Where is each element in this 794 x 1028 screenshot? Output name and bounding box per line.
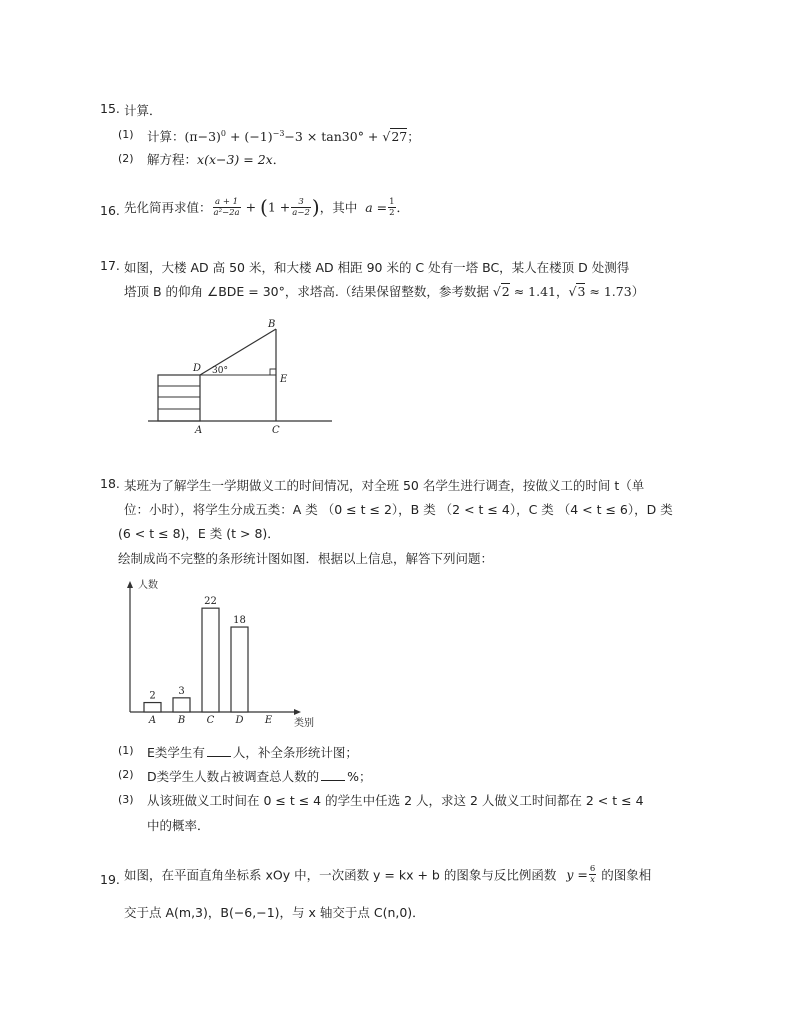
q16-paren-close: ) [311, 195, 320, 219]
q15-number: 15. [100, 101, 120, 116]
q18-part2-a: D类学生人数占被调查总人数的 [147, 769, 320, 784]
q18-part2-b: %； [347, 769, 372, 784]
q16-f3-num: 1 [389, 196, 395, 207]
q15-part2-label: (2) [118, 152, 134, 165]
q17-line2-a: 塔顶 B 的仰角 ∠BDE = 30°，求塔高.（结果保留整数，参考数据 [124, 284, 493, 299]
data-label-b: 3 [178, 685, 185, 697]
answer-blank[interactable] [321, 780, 345, 781]
q15-part2 [147, 150, 285, 168]
q17-line1: 如图，大楼 AD 高 50 米，和大楼 AD 相距 90 米的 C 处有一塔 BC，某人在楼顶 D 处测得 [124, 260, 630, 275]
q18-part3-line1: 从该班做义工时间在 0 ≤ t ≤ 4 的学生中任选 2 人，求这 2 人做义工时间都在 2 < t ≤ 4 [147, 793, 644, 808]
q16-f1-den: a²−2a [213, 207, 240, 218]
q19-line1 [124, 864, 651, 885]
data-label-a: 2 [149, 690, 156, 702]
tick-label-e: E [264, 715, 273, 726]
q17-root2: 2 [501, 284, 510, 299]
q17-root3: 3 [577, 284, 586, 299]
q18-line1: 某班为了解学生一学期做义工的时间情况，对全班 50 名学生进行调查，按做义工的时间 t（单 [124, 478, 645, 493]
q18-part2 [147, 767, 372, 785]
q18-line3: (6 < t ≤ 8)，E 类 (t > 8)． [118, 526, 280, 541]
q19-line1-a: 如图，在平面直角坐标系 xOy 中，一次函数 y = kx + b 的图象与反比例函数 [124, 867, 557, 883]
y-axis-label: 人数 [138, 580, 158, 591]
q16-fraction-1 [213, 197, 241, 218]
data-label-c: 22 [204, 596, 217, 608]
bar-b [173, 698, 190, 712]
q15-part1-end: ； [407, 129, 420, 144]
bar-chart [118, 576, 328, 730]
label-angle: 30° [212, 366, 228, 376]
q15-part1-expr-c: −3 × tan30° + [284, 129, 383, 144]
q15-part1-expr-a: (π−3) [184, 129, 221, 144]
answer-blank[interactable] [207, 756, 231, 757]
q18-line2: 位：小时），将学生分成五类：A 类 （0 ≤ t ≤ 2），B 类 （2 < t ≤ 4），C 类 （4 < t ≤ 6），D 类 [124, 502, 673, 517]
q19-line2: 交于点 A(m,3)，B(−6,−1)，与 x 轴交于点 C(n,0)． [124, 905, 425, 920]
q15-part2-end: ． [272, 152, 286, 167]
x-axis-label: 类别 [294, 718, 314, 729]
q18-part2-label: (2) [118, 768, 134, 781]
bar-d [231, 627, 248, 712]
q16-mid: ，其中 [319, 200, 358, 215]
q15-part1-root: 27 [391, 129, 408, 144]
q19-fraction [589, 864, 596, 885]
q19-y-eq: y = [566, 867, 588, 882]
q19-number: 19. [100, 872, 120, 887]
q17-figure [140, 315, 340, 437]
label-b: B [268, 319, 276, 330]
q15-part1-exp0: 0 [220, 128, 227, 138]
q17-approx1: ≈ 1.41， [509, 284, 569, 299]
q16-f2-den: a−2 [292, 207, 310, 218]
q16-a-eq: a = [365, 199, 388, 215]
label-c: C [272, 425, 280, 436]
q16-prefix: 先化简再求值： [124, 200, 212, 215]
tick-label-d: D [235, 715, 244, 726]
tick-label-a: A [148, 715, 157, 726]
q19-f-den: x [590, 875, 595, 885]
bar-a [144, 703, 161, 712]
q16-plus: + [245, 199, 257, 215]
label-a: A [195, 425, 203, 436]
tick-label-b: B [177, 715, 186, 726]
q19-line1-b: 的图象相 [601, 867, 652, 883]
data-label-d: 18 [233, 615, 246, 627]
q15-part2-prefix: 解方程： [147, 152, 198, 167]
label-e: E [280, 374, 288, 385]
q17-number: 17. [100, 258, 120, 273]
sqrt-sign: √ [568, 284, 577, 299]
q16-fraction-2 [291, 197, 311, 218]
q16-fraction-3 [388, 197, 395, 218]
q16-paren-open: ( [260, 195, 268, 219]
x-axis-arrow [294, 709, 301, 715]
q16-end: ． [396, 200, 410, 215]
q18-part1-label: (1) [118, 744, 134, 757]
q17-line2 [124, 282, 644, 300]
sqrt-sign: √ [382, 129, 391, 144]
q15-part1-prefix: 计算： [147, 129, 185, 144]
q18-part3-line2: 中的概率． [147, 818, 210, 833]
q16-body [124, 195, 409, 219]
right-angle-mark [270, 369, 276, 375]
q17-approx2: ≈ 1.73） [585, 284, 645, 299]
q15-title: 计算． [124, 103, 162, 118]
q18-part1 [147, 743, 358, 761]
sqrt-sign: √ [492, 284, 501, 299]
q16-f2-num: 3 [291, 197, 311, 208]
q15-part1 [147, 127, 420, 145]
q15-part1-expr-b: + (−1) [226, 129, 273, 144]
tick-label-c: C [206, 715, 215, 726]
q18-part1-a: E类学生有 [147, 745, 205, 760]
q18-part3-label: (3) [118, 793, 134, 806]
bar-c [202, 608, 219, 712]
q15-part1-label: (1) [118, 128, 134, 141]
building [158, 375, 200, 421]
label-d: D [193, 363, 202, 374]
q18-number: 18. [100, 476, 120, 491]
q19-f-num: 6 [589, 864, 596, 874]
q15-part2-expr: x(x−3) = 2x [197, 152, 273, 167]
q15-part1-exp3: −3 [272, 128, 285, 138]
q16-number: 16. [100, 203, 120, 218]
q16-f1-num: a + 1 [213, 197, 241, 208]
q16-f3-den: 2 [389, 207, 395, 218]
q18-line4: 绘制成尚不完整的条形统计图如图．根据以上信息，解答下列问题： [118, 551, 494, 566]
y-axis-arrow [127, 581, 133, 588]
q16-one-plus: 1 + [267, 199, 291, 215]
q18-part1-b: 人，补全条形统计图； [232, 745, 358, 760]
